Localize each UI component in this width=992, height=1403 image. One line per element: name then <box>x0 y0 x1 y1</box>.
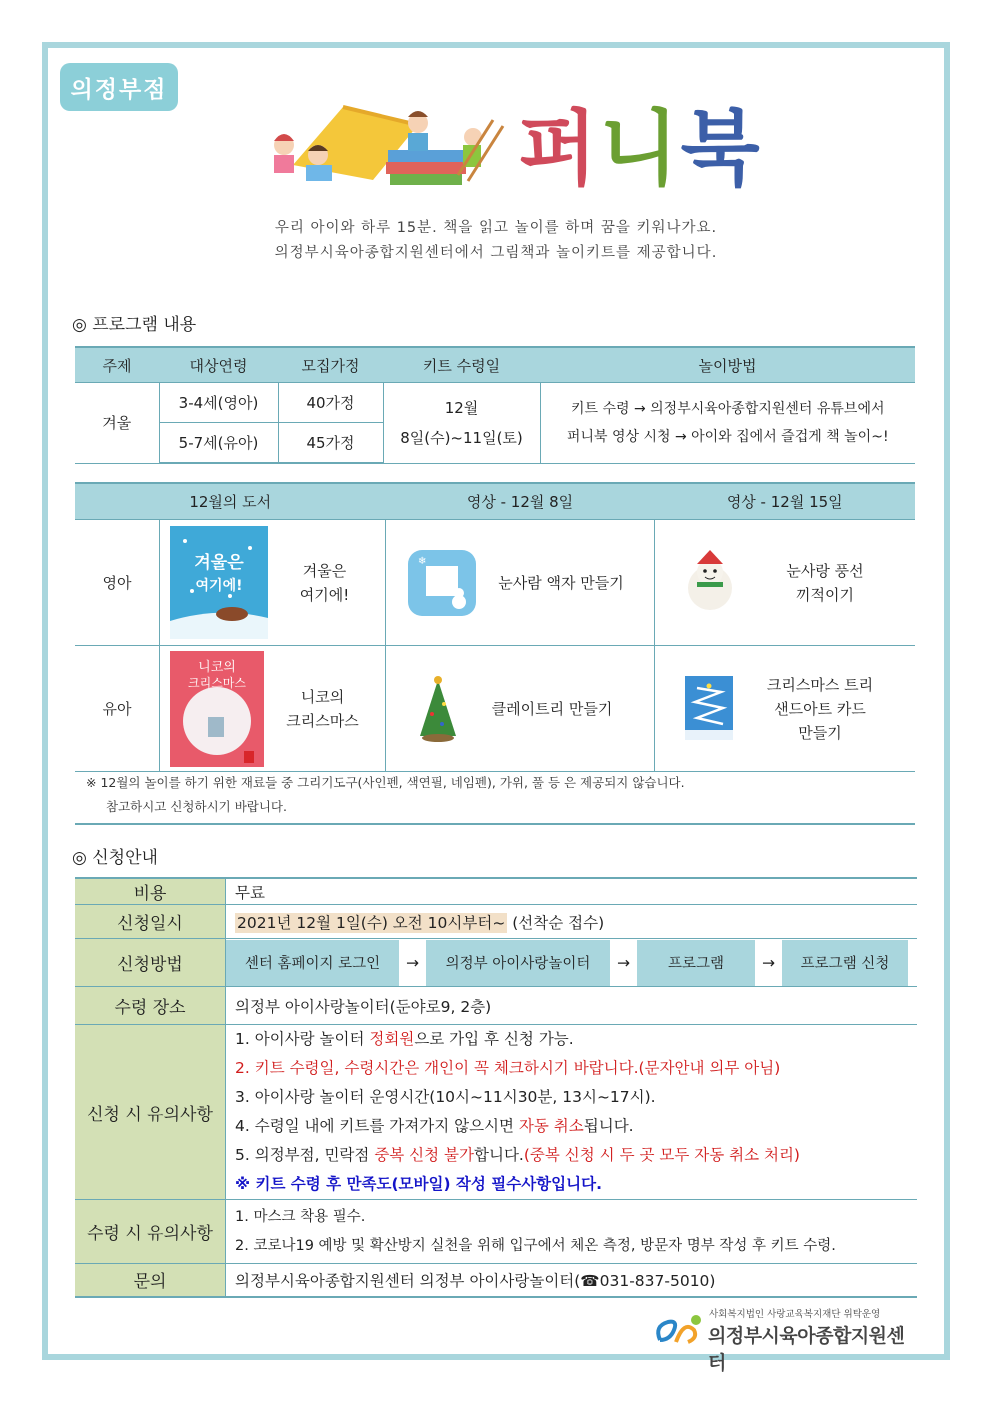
book-cover-winter <box>170 526 268 639</box>
books-table <box>75 482 915 772</box>
step-playground: 의정부 아이사랑놀이터 <box>426 940 610 986</box>
kit-date-cell <box>383 383 540 464</box>
footer-center-name: 의정부시육아종합지원센터 <box>708 1325 905 1374</box>
step-program-apply: 프로그램 신청 <box>782 940 908 986</box>
method-cell <box>540 383 915 464</box>
pickup-notes-label: 수령 시 유의사항 <box>75 1200 226 1264</box>
apply-steps <box>226 940 917 986</box>
col-video-1: 영상 - 12월 8일 <box>386 483 655 520</box>
kit-date-range: 8일(수)~11일(토) <box>400 428 523 447</box>
snowman-frame-image <box>406 548 478 618</box>
apply-heading: ◎ 신청안내 <box>72 848 158 868</box>
apply-table <box>75 877 917 1298</box>
age-cell: 5-7세(유아) <box>159 423 278 464</box>
date-suffix: (선착순 접수) <box>507 913 605 932</box>
svg-text:니코의: 니코의 <box>198 659 236 675</box>
center-logo <box>654 1306 916 1374</box>
title-char-3: 북 <box>680 102 762 197</box>
group-cell: 영아 <box>75 520 160 646</box>
program-heading: ◎ 프로그램 내용 <box>72 315 197 335</box>
footer-small: 사회복지법인 사랑교육복지재단 위탁운영 <box>709 1309 881 1320</box>
arrow-icon: → <box>762 953 775 972</box>
branch-badge: 의정부점 <box>60 63 178 111</box>
kids-reading-illustration <box>258 95 506 195</box>
book-title: 니코의 크리스마스 <box>286 687 359 730</box>
method-line-2: 퍼니북 영상 시청 → 아이와 집에서 즐겁게 책 놀이~! <box>566 428 889 445</box>
place-label: 수령 장소 <box>75 987 226 1025</box>
arrow-icon: → <box>617 953 630 972</box>
col-kit-date: 키트 수령일 <box>383 347 540 383</box>
intro-line-1: 우리 아이와 하루 15분. 책을 읽고 놀이를 하며 꿈을 키워나가요. <box>274 220 718 236</box>
method-line-1: 키트 수령 → 의정부시육아종합지원센터 유튜브에서 <box>570 400 885 417</box>
center-logo-icon <box>654 1310 706 1350</box>
col-families: 모집가정 <box>278 347 383 383</box>
place-value: 의정부 아이사랑놀이터(둔야로9, 2층) <box>226 987 918 1025</box>
book-cover-christmas <box>170 651 264 767</box>
arrow-icon: → <box>406 953 419 972</box>
cost-label: 비용 <box>75 878 226 905</box>
clay-tree-image <box>416 674 460 744</box>
pickup-notes: 1. 마스크 착용 필수. 2. 코로나19 예방 및 확산방지 실천을 위해 입구에서 체온 측정, 방문자 명부 작성 후 키트 수령. <box>226 1200 918 1264</box>
divider <box>75 823 915 825</box>
col-book: 12월의 도서 <box>75 483 386 520</box>
method-label: 신청방법 <box>75 939 226 987</box>
title-char-1: 퍼 <box>518 102 600 197</box>
program-title <box>518 100 762 200</box>
materials-note: ※ 12월의 놀이를 하기 위한 재료들 중 그리기도구(사인펜, 색연필, 네임펜), 가위, 풀 등 은 제공되지 않습니다. 참고하시고 신청하시기 바랍니다. <box>86 775 685 814</box>
contact-label: 문의 <box>75 1264 226 1297</box>
date-label: 신청일시 <box>75 905 226 939</box>
title-char-2: 니 <box>599 102 681 197</box>
families-cell: 45가정 <box>278 423 383 464</box>
svg-text:크리스마스: 크리스마스 <box>188 675 246 690</box>
sand-art-card-image <box>683 674 735 744</box>
theme-cell: 겨울 <box>75 383 159 464</box>
kit-date-month: 12월 <box>444 398 479 417</box>
col-age: 대상연령 <box>159 347 278 383</box>
program-table <box>75 346 915 464</box>
step-login: 센터 홈페이지 로그인 <box>226 940 399 986</box>
video1-label: 눈사람 액자 만들기 <box>498 573 624 592</box>
families-cell: 40가정 <box>278 383 383 423</box>
date-value: 2021년 12월 1일(수) 오전 10시부터~ <box>237 913 506 932</box>
svg-text:❄: ❄ <box>418 555 427 567</box>
contact-value: 의정부시육아종합지원센터 의정부 아이사랑놀이터(☎031-837-5010) <box>226 1264 918 1297</box>
svg-text:여기에!: 여기에! <box>195 578 243 594</box>
book-title: 겨울은 여기에! <box>299 561 350 604</box>
group-cell: 유아 <box>75 646 160 772</box>
video2-label: 눈사랑 풍선 끼적이기 <box>786 561 864 604</box>
apply-notes-label: 신청 시 유의사항 <box>75 1025 226 1200</box>
col-method: 놀이방법 <box>540 347 915 383</box>
col-theme: 주제 <box>75 347 159 383</box>
video1-label: 클레이트리 만들기 <box>491 699 613 718</box>
svg-text:겨울은: 겨울은 <box>194 553 244 573</box>
age-cell: 3-4세(영아) <box>159 383 278 423</box>
col-video-2: 영상 - 12월 15일 <box>655 483 916 520</box>
snowman-balloon-image <box>675 548 745 618</box>
video2-label: 크리스마스 트리 샌드아트 카드 만들기 <box>766 675 874 742</box>
intro-line-2: 의정부시육아종합지원센터에서 그림책과 놀이키트를 제공합니다. <box>274 245 718 261</box>
step-program: 프로그램 <box>637 940 755 986</box>
cost-value: 무료 <box>226 878 918 905</box>
apply-notes: 1. 아이사랑 놀이터 정회원으로 가입 후 신청 가능. 2. 키트 수령일, 수령시간은 개인이 꼭 체크하시기 바랍니다.(문자안내 의무 아님) 3. 아이사랑 놀이터 운영시간(10시~11시30분, 13시~17시). 4. 수령일 내에 키트를 가져가지 않으시면 자동 취소됩니다. 5. 의정부점, 민락점 중복 신청 불가합니다.(중복 신청 시 두 곳 모두 자동 취소 처리) ※ 키트 수령 후 만족도(모바일) 작성 필수사항입니다. <box>226 1025 918 1200</box>
